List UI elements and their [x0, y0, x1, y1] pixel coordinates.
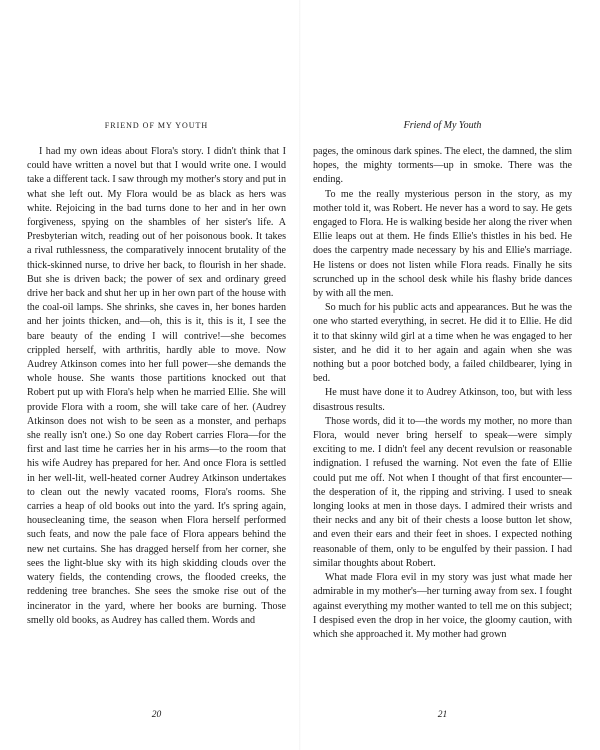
body-text [313, 145, 572, 642]
paragraph: What made Flora evil in my story was just what made her admirable in my mother's—her turning away from sex. I fought against everything my mother wanted to tell me on this subject; I despised even the drop in her voice, the gloomy caution, with which she approached it. My mother had grown [313, 572, 572, 640]
page-number: 21 [437, 710, 448, 720]
left-page [27, 120, 286, 720]
paragraph: I had my own ideas about Flora's story. I didn't think that I could have written a novel but that I would write one. I would take a different tack. I saw through my mother's story and put in what she left out. My Flora would be as black as hers was white. Rejoicing in the bad turns done to her and in her own forgiveness, spying on the shambles of her sister's life. A Presbyterian witch, reading out of her poisonous book. It takes a rival ruthlessness, the comparatively innocent brutality of the thick-skinned nurse, to drive her back, to flourish in her shade. But she is driven back; the power of sex and ordinary greed drive her back and shut her up in her own part of the house with the coal-oil lamps. She shrinks, she caves in, her bones harden and her joints thicken, and—oh, this is it, this is it, I see the bare beauty of the ending I will contrive!—she becomes crippled herself, with arthritis, hardly able to move. Now Audrey Atkinson comes into her full power—she demands the whole house. She wants those partitions knocked out that Robert put up with Flora's help when he married Ellie. She will provide Flora with a room, she will take care of her. (Audrey Atkinson does not wish to be seen as a monster, and perhaps she really isn't one.) So one day Robert carries Flora—for the first and last time he carries her in his arms—to the room that his wife Audrey has prepared for her. And once Flora is settled in her well-lit, well-heated corner Audrey Atkinson undertakes to clean out the newly vacated rooms, Flora's rooms. She carries a heap of old books out into the yard. It's spring again, housecleaning time, the season when Flora herself performed such feats, and now the pale face of Flora appears behind the new net curtains. She has dragged herself from her corner, she sees the light-blue sky with its high skidding clouds over the watery fields, the contending crows, the flooded creeks, the reddening tree branches. She sees the smoke rise out of the incinerator in the yard, where her books are burning. Those smelly old books, as Audrey has called them. Words and [27, 146, 286, 626]
paragraph: To me the really mysterious person in the story, as my mother told it, was Robert. He never has a word to say. He gets engaged to Flora. He is walking beside her along the river when Ellie leaps out at them. He finds Ellie's thistles in his bed. He does the carpentry made necessary by his and Ellie's marriage. He listens or does not listen while Flora reads. Finally he sits scrunched up in the school desk while his flashy bride dances by with all the men. [313, 188, 572, 300]
body-text [27, 145, 286, 628]
paragraph: Those words, did it to—the words my mother, no more than Flora, would never bring herself to speak—were simply exciting to me. I didn't feel any decent revulsion or reasonable indignation. I refused the warning. Not even the fate of Ellie could put me off. Not when I thought of that first encounter—the desperation of it, the ripping and striving. I used to sneak longing looks at men in those days. I admired their wrists and their necks and any bit of their chests a loose button let show, and even their ears and their feet in shoes. I expected nothing reasonable of them, only to be engulfed by their passion. I had similar thoughts about Robert. [313, 415, 572, 569]
running-head: FRIEND OF MY YOUTH [104, 121, 209, 130]
paragraph: He must have done it to Audrey Atkinson, too, but with less disastrous results. [313, 387, 572, 413]
running-head: Friend of My Youth [403, 120, 482, 131]
right-page [313, 120, 572, 720]
gutter [299, 0, 301, 750]
paragraph-continuation: pages, the ominous dark spines. The elect, the damned, the slim hopes, the mighty torments—up in smoke. There was the ending. [313, 146, 572, 186]
page-number: 20 [151, 710, 162, 720]
paragraph: So much for his public acts and appearances. But he was the one who started everything, in secret. He did it to Ellie. He did it to that skinny wild girl at a time when he was engaged to her sister, and he did it to her again and again when she was nothing but a poor botched body, a failed childbearer, lying in bed. [313, 302, 572, 385]
